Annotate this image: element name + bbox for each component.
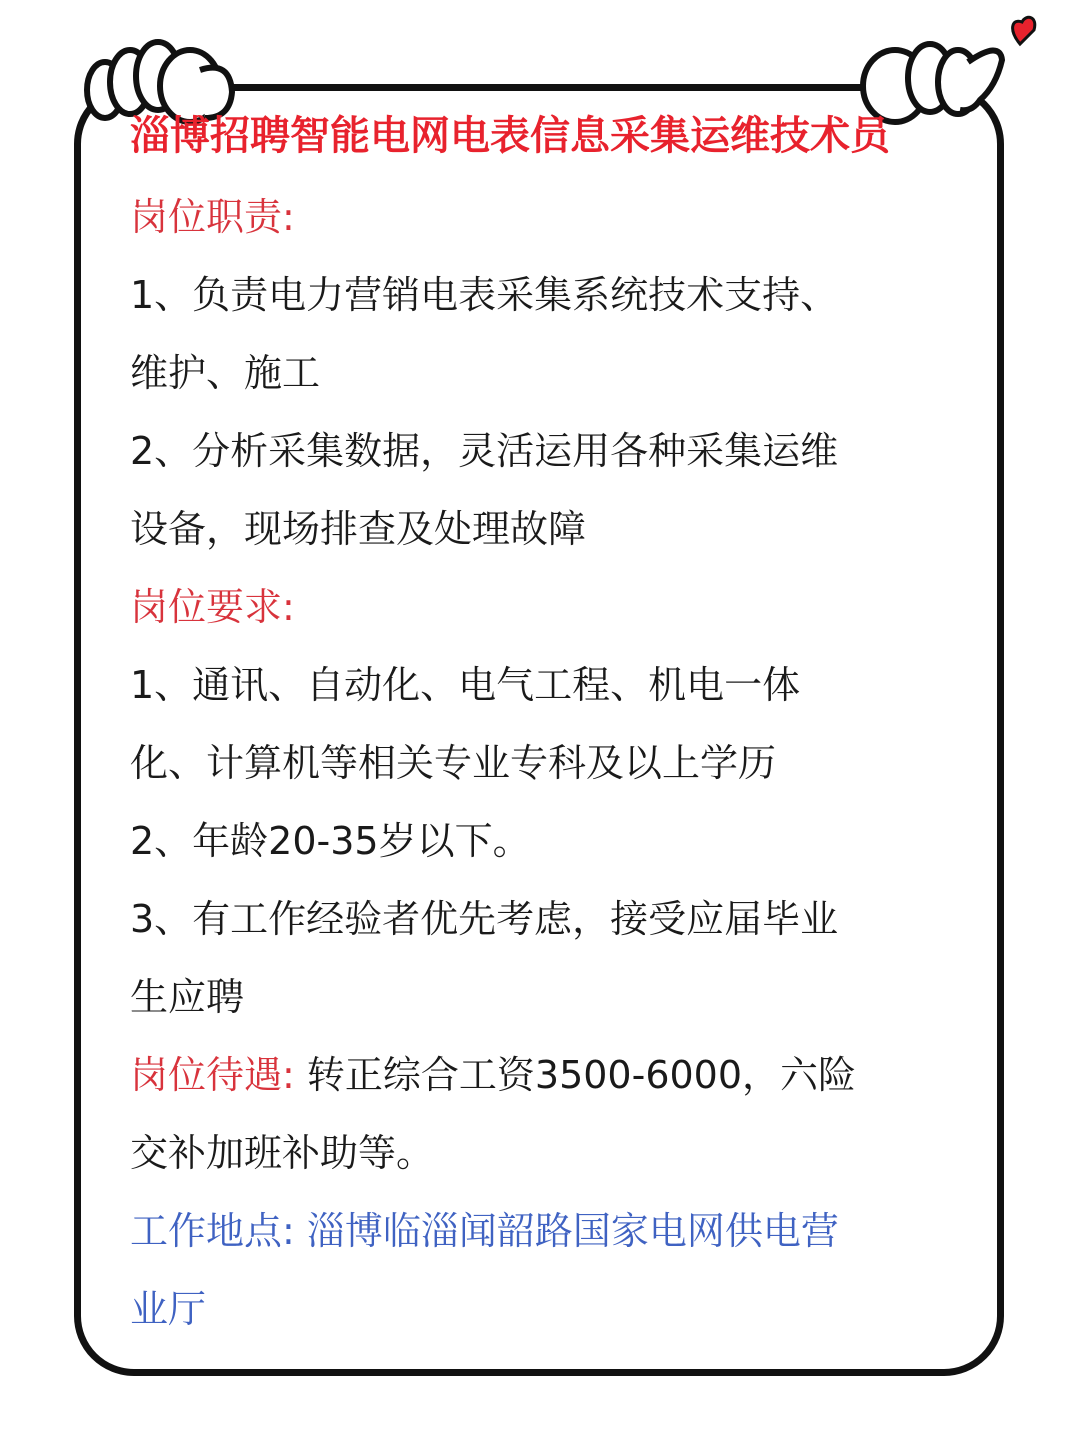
- location-row: [130, 1192, 950, 1270]
- location-text-continued: 业厅: [130, 1287, 207, 1331]
- location-heading: 工作地点:: [130, 1209, 295, 1253]
- page-title: 淄博招聘智能电网电表信息采集运维技术员: [130, 113, 890, 159]
- benefits-row: [130, 1036, 950, 1114]
- duty-line: 维护、施工: [130, 351, 321, 395]
- requirements-heading: 岗位要求:: [130, 585, 295, 629]
- benefits-heading: 岗位待遇:: [130, 1053, 295, 1097]
- benefits-text: 转正综合工资3500-6000，六险: [306, 1053, 857, 1097]
- requirement-line: 生应聘: [130, 975, 245, 1019]
- duty-line: 1、负责电力营销电表采集系统技术支持、: [130, 273, 839, 317]
- job-posting-content: [130, 108, 950, 1348]
- requirement-line: 2、年龄20-35岁以下。: [130, 819, 531, 863]
- duties-heading: 岗位职责:: [130, 195, 295, 239]
- requirement-line: 化、计算机等相关专业专科及以上学历: [130, 741, 777, 785]
- location-text: 淄博临淄闻韶路国家电网供电营: [306, 1209, 839, 1253]
- duty-line: 设备，现场排查及处理故障: [130, 507, 587, 551]
- heart-icon: [1013, 17, 1035, 44]
- requirement-line: 1、通讯、自动化、电气工程、机电一体: [130, 663, 801, 707]
- benefits-text-continued: 交补加班补助等。: [130, 1131, 435, 1175]
- requirement-line: 3、有工作经验者优先考虑，接受应届毕业: [130, 897, 839, 941]
- duty-line: 2、分析采集数据，灵活运用各种采集运维: [130, 429, 839, 473]
